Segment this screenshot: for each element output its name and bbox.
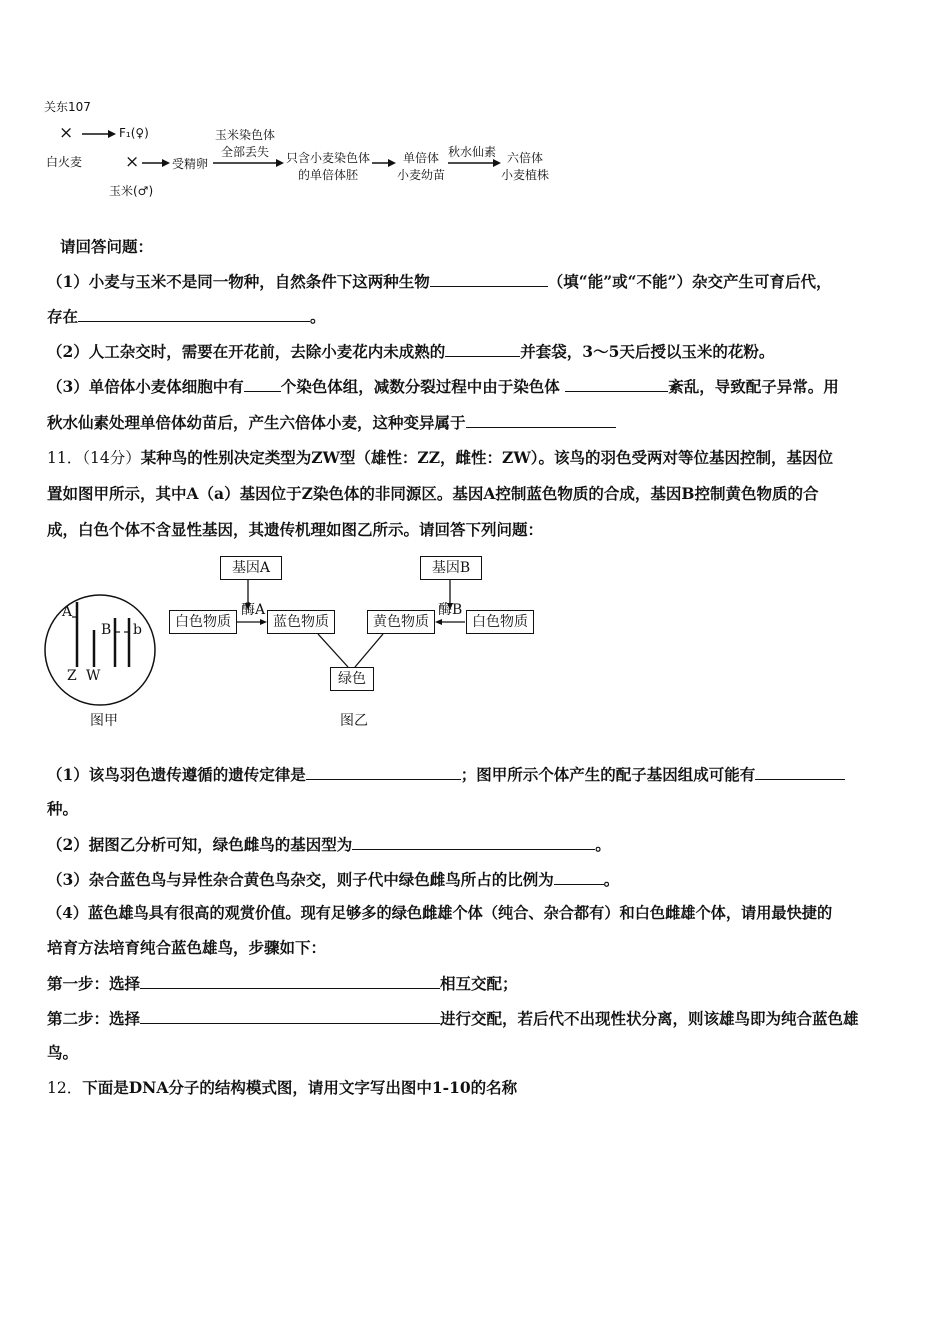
q11-part1-cont: 种。 [47,799,79,818]
seedling-label-1: 单倍体 [403,151,440,165]
yellow-substance-box: 黄色物质 [367,610,435,634]
q11-part3: （3）杂合蓝色鸟与异性杂合黄色鸟杂交，则子代中绿色雌鸟所占的比例为 。 [47,870,620,889]
embryo-label-2: 的单倍体胚 [298,168,359,182]
q10-intro: 请回答问题： [60,237,154,256]
q11-step1: 第一步：选择 相互交配； [47,974,518,993]
q12: 12．下面是DNA分子的结构模式图，请用文字写出图中1-10的名称 [47,1078,518,1097]
hexaploid-label-1: 六倍体 [507,151,544,165]
answer-blank[interactable] [755,764,845,780]
wheat-label: 白火麦 [46,155,83,169]
variety-label: 关东107 [44,100,91,114]
white-substance-box-2: 白色物质 [466,610,534,634]
q11-step2-cont: 鸟。 [47,1043,79,1062]
z-chromosome-label: Z [67,668,77,684]
blue-substance-box: 蓝色物质 [267,610,335,634]
q11-stem-line1: 11．（14分）某种鸟的性别决定类型为ZW型（雄性：ZZ，雌性：ZW）。该鸟的羽色受两对等位基因控制，基因位 [47,448,834,467]
gene-a-label: A [62,604,73,620]
gene-b-recessive-label: b [133,622,142,638]
answer-blank[interactable] [352,834,595,850]
q11-step2: 第二步：选择 进行交配，若后代不出现性状分离，则该雄鸟即为纯合蓝色雄 [47,1009,859,1028]
answer-blank[interactable] [140,973,440,989]
gene-a-box: 基因A [220,556,282,580]
figure-yi-caption: 图乙 [340,713,368,729]
q11-stem-line3: 成，白色个体不含显性基因，其遗传机理如图乙所示。请回答下列问题： [47,520,544,539]
q10-part3-cont: 秋水仙素处理单倍体幼苗后，产生六倍体小麦，这种变异属于 [47,412,616,433]
answer-blank[interactable] [554,869,604,885]
q11-part2: （2）据图乙分析可知，绿色雌鸟的基因型为 。 [47,835,611,854]
f1-label: F₁(♀) [119,126,149,140]
seedling-label-2: 小麦幼苗 [397,168,446,182]
question-number: 11．（14分） [47,449,141,467]
colchicine-label: 秋水仙素 [448,145,497,159]
cross-symbol-2: × [125,152,140,172]
q10-part2: （2）人工杂交时，需要在开花前，去除小麦花内未成熟的 并套袋，3～5天后授以玉米的花粉。 [47,342,775,361]
q10-part3: （3）单倍体小麦体细胞中有 个染色体组，减数分裂过程中由于染色体 紊乱，导致配子异常。用 [47,377,839,396]
white-substance-box-1: 白色物质 [169,610,237,634]
w-chromosome-label: W [86,668,101,684]
q11-part4-cont: 培育方法培育纯合蓝色雄鸟，步骤如下： [47,938,327,957]
answer-blank[interactable] [306,764,461,780]
figure-jia-caption: 图甲 [90,713,118,729]
fertilized-egg-label: 受精卵 [172,157,209,171]
embryo-label-1: 只含小麦染色体 [286,151,371,165]
q11-part1: （1）该鸟羽色遗传遵循的遗传定律是 ；图甲所示个体产生的配子基因组成可能有 [47,764,845,785]
q10-part1-cont: 存在 。 [47,307,326,326]
cross-symbol: × [59,123,74,143]
question-number: 12． [47,1079,83,1097]
gene-b-label: B [101,622,112,638]
green-box: 绿色 [330,667,374,691]
corn-chromosome-label: 玉米染色体 [215,128,276,142]
q11-part4: （4）蓝色雄鸟具有很高的观赏价值。现有足够多的绿色雌雄个体（纯合、杂合都有）和白色雌雄个体，请用最快捷的 [47,904,833,922]
hexaploid-label-2: 小麦植株 [501,168,550,182]
lost-label: 全部丢失 [221,145,270,159]
answer-blank[interactable] [140,1008,440,1024]
enzyme-a-label: 酶A [241,602,266,618]
q11-stem-line2: 置如图甲所示，其中A（a）基因位于Z染色体的非同源区。基因A控制蓝色物质的合成，基因B控制黄色物质的合 [47,484,819,503]
corn-label: 玉米(♂) [109,184,154,198]
q10-part1: （1）小麦与玉米不是同一物种，自然条件下这两种生物 （填“能”或“不能”）杂交产生可育后代， [47,272,832,291]
enzyme-b-label: 酶B [438,602,463,618]
gene-b-box: 基因B [420,556,482,580]
